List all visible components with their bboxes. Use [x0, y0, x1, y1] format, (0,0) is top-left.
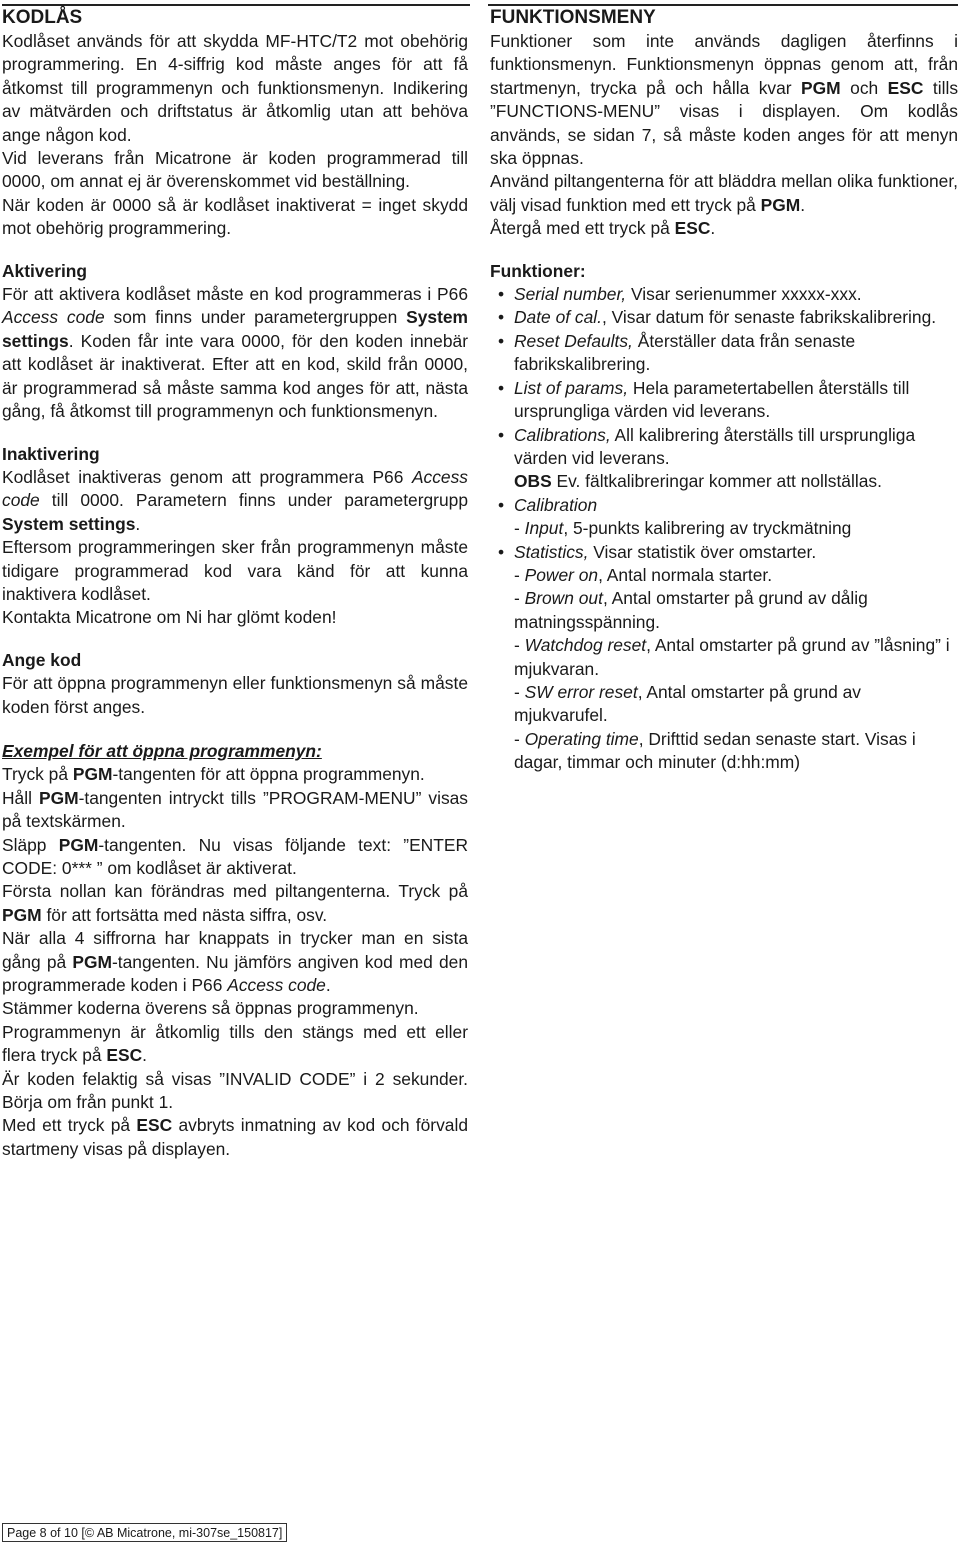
key-pgm: PGM [760, 194, 801, 215]
key-pgm: PGM [72, 764, 113, 785]
text-run: För att aktivera kodlåset måste en kod programmeras i P66 [2, 284, 468, 305]
text-run: -tangenten. Nu jämförs angiven kod med den programmerade koden i P66 [2, 951, 468, 996]
param-name-access-code: Access code [2, 466, 468, 511]
sub-function-desc: , 5-punkts kalibrering av tryckmätning [563, 518, 852, 539]
obs-text: Ev. fältkalibreringar kommer att nollställas. [551, 471, 882, 492]
key-esc: ESC [887, 77, 924, 98]
section-funktioner [490, 260, 958, 775]
aktivering-paragraph [2, 283, 468, 423]
sub-function-name: Brown out [524, 588, 603, 609]
exempel-step-1 [2, 763, 468, 786]
sub-function-desc: , Antal omstarter på grund av mjukvarufel. [514, 681, 861, 726]
section-aktivering [2, 260, 468, 424]
section-funktionsmeny [490, 6, 958, 241]
text-run: Tryck på [2, 764, 73, 785]
dash: - [514, 518, 525, 539]
sub-item-brown-out [514, 587, 958, 634]
sub-function-name: Watchdog reset [524, 635, 647, 656]
text-run: tills ”FUNCTIONS-MENU” visas i displayen. Om kodlås används, se sidan 7, så måste koden anges för att menyn ska öppnas. [490, 77, 959, 169]
text-run: Håll [2, 787, 39, 808]
function-name: Statistics, [514, 541, 589, 562]
obs-label: OBS [514, 471, 552, 492]
key-pgm: PGM [58, 834, 99, 855]
function-desc: Hela parametertabellen återställs till ursprungliga värden vid leverans. [514, 377, 910, 422]
kodlas-paragraph-3: När koden är 0000 så är kodlåset inaktiverat = inget skydd mot obehörig programmering. [2, 194, 468, 239]
function-desc: All kalibrering återställs till ursprungliga värden vid leverans. [514, 424, 916, 468]
sub-function-desc: , Antal normala starter. [598, 564, 773, 585]
sub-item-watchdog-reset [514, 634, 958, 681]
funktionsmeny-paragraph-3 [490, 217, 958, 240]
heading-ange-kod: Ange kod [2, 649, 82, 670]
list-item-date-of-cal [490, 306, 958, 329]
text-run: -tangenten intryckt tills ”PROGRAM-MENU” visas på textskärmen. [2, 787, 469, 832]
dash: - [514, 635, 525, 656]
function-desc: Visar serienummer xxxxx-xxx. [626, 284, 862, 305]
section-ange-kod [2, 649, 468, 719]
dash: - [514, 728, 525, 749]
text-run: . [135, 513, 141, 534]
sub-function-name: Operating time [524, 728, 639, 749]
key-pgm: PGM [801, 77, 841, 98]
dash: - [514, 681, 525, 702]
key-esc: ESC [674, 218, 711, 239]
sub-item-sw-error-reset [514, 681, 958, 728]
heading-aktivering: Aktivering [2, 260, 88, 281]
sub-function-name: Input [524, 518, 564, 539]
exempel-step-9 [2, 1114, 468, 1161]
text-run: för att fortsätta med nästa siffra, osv. [41, 904, 328, 925]
key-pgm: PGM [2, 904, 42, 925]
left-column [2, 6, 468, 1161]
text-run: Använd piltangenterna för att bläddra mellan olika funktioner, välj visad funktion med ett tryck på [490, 171, 958, 215]
key-esc: ESC [136, 1115, 173, 1136]
exempel-step-6: Stämmer koderna överens så öppnas programmenyn. [2, 998, 419, 1019]
sub-function-desc: , Drifttid sedan senaste start. Visas i dagar, timmar och minuter (d:hh:mm) [514, 728, 916, 773]
funktionsmeny-paragraph-2 [490, 170, 958, 217]
text-run: Kodlåset inaktiveras genom att programmera P66 [2, 466, 412, 487]
text-run: . [325, 975, 331, 996]
ange-kod-paragraph: För att öppna programmenyn eller funktionsmenyn så måste koden först anges. [2, 673, 468, 717]
heading-funktioner: Funktioner: [490, 260, 586, 281]
param-group-system-settings: System settings [2, 307, 468, 351]
sub-function-name: Power on [524, 564, 599, 585]
exempel-step-2 [2, 787, 468, 834]
function-list [490, 283, 958, 775]
param-name-access-code: Access code [227, 975, 326, 996]
section-inaktivering [2, 443, 468, 630]
text-run: . [142, 1045, 147, 1066]
key-esc: ESC [106, 1045, 143, 1066]
list-item-calibrations [490, 424, 958, 494]
inaktivering-paragraph-1 [2, 466, 468, 536]
function-name: Date of cal. [514, 307, 602, 328]
text-run: Med ett tryck på [2, 1115, 137, 1136]
text-run: . [710, 218, 716, 239]
heading-kodlas: KODLÅS [2, 7, 83, 28]
text-run: avbryts inmatning av kod och förvald startmeny visas på displayen. [2, 1115, 469, 1159]
section-kodlas [2, 6, 468, 241]
function-name: List of params, [514, 377, 629, 398]
kodlas-paragraph-2: Vid leverans från Micatrone är koden programmerad till 0000, om annat ej är överenskommet vid beställning. [2, 148, 468, 192]
list-item-reset-defaults [490, 330, 958, 377]
exempel-step-3 [2, 834, 468, 881]
sub-function-desc: , Antal omstarter på grund av dålig matningsspänning. [514, 588, 868, 632]
text-run: Första nollan kan förändras med piltangenterna. Tryck på [2, 881, 468, 902]
list-item-statistics [490, 541, 958, 775]
key-pgm: PGM [38, 787, 79, 808]
dash: - [514, 588, 525, 609]
exempel-step-7 [2, 1021, 468, 1068]
function-desc: Återställer data från senaste fabrikskalibrering. [514, 330, 856, 375]
heading-funktionsmeny: FUNKTIONSMENY [490, 7, 656, 28]
text-run: När alla 4 siffrorna har knappats in trycker man en sista gång på [2, 928, 468, 972]
function-desc: Visar statistik över omstarter. [588, 541, 817, 562]
obs-note [514, 470, 958, 493]
text-run: till 0000. Parametern finns under parametergrupp [39, 490, 468, 511]
text-run: . [800, 194, 806, 215]
key-pgm: PGM [72, 951, 112, 972]
text-run: -tangenten. Nu visas följande text: ”ENTER CODE: 0*** ” om kodlåset är aktiverat. [2, 834, 469, 878]
param-name-access-code: Access code [2, 307, 105, 328]
function-name: Serial number, [514, 284, 627, 305]
text-run: -tangenten för att öppna programmenyn. [112, 764, 425, 785]
kodlas-paragraph-1: Kodlåset används för att skydda MF-HTC/T2 mot obehörig programmering. En 4-siffrig kod måste anges för att få åtkomst till programmenyn och funktionsmenyn. Indikering av mätvärden och driftstatus är åtkomlig utan att behöva ange någon kod. [2, 31, 468, 145]
function-desc: , Visar datum för senaste fabrikskalibrering. [601, 307, 937, 328]
text-run: som finns under parametergruppen [104, 307, 407, 328]
sub-item-operating-time [514, 728, 958, 775]
inaktivering-paragraph-2: Eftersom programmeringen sker från programmenyn måste tidigare programmerad kod vara känd för att kunna inaktivera kodlåset. [2, 537, 468, 604]
sub-item-input [514, 517, 958, 540]
exempel-step-5 [2, 927, 468, 997]
text-run: Återgå med ett tryck på [490, 218, 675, 239]
inaktivering-paragraph-3: Kontakta Micatrone om Ni har glömt koden! [2, 607, 337, 628]
function-name: Calibrations, [514, 424, 611, 445]
section-exempel [2, 740, 468, 1161]
sub-item-power-on [514, 564, 958, 587]
function-name: Reset Defaults, [514, 330, 633, 351]
exempel-step-8: Är koden felaktig så visas ”INVALID CODE” i 2 sekunder. Börja om från punkt 1. [2, 1068, 468, 1113]
text-run: och [840, 77, 888, 98]
heading-exempel: Exempel för att öppna programmenyn: [2, 740, 322, 761]
text-run: . Koden får inte vara 0000, för den koden innebär att kodlåset är inaktiverat. Efter att en kod, skild från 0000, är programmerad så måste samma kod anges för att, nästa gång, få åtkomst till programmenyn och funktionsmenyn. [2, 330, 468, 422]
list-item-serial-number [490, 283, 958, 306]
text-run: Programmenyn är åtkomlig tills den stängs med ett eller flera tryck på [2, 1021, 468, 1066]
dash: - [514, 564, 525, 585]
exempel-step-4 [2, 880, 468, 927]
function-name: Calibration [514, 494, 598, 515]
right-column [490, 6, 958, 775]
text-run: Släpp [2, 834, 59, 855]
funktionsmeny-paragraph-1 [490, 30, 958, 170]
page-footer: Page 8 of 10 [© AB Micatrone, mi-307se_150817] [2, 1523, 287, 1542]
list-item-calibration [490, 494, 958, 541]
sub-function-name: SW error reset [524, 681, 638, 702]
heading-inaktivering: Inaktivering [2, 443, 100, 464]
sub-function-desc: , Antal omstarter på grund av ”låsning” i mjukvaran. [514, 635, 950, 679]
text-run: Funktioner som inte används dagligen återfinns i funktionsmenyn. Funktionsmenyn öppnas genom att, från startmenyn, trycka på och hålla kvar [490, 31, 958, 98]
param-group-system-settings: System settings [2, 513, 136, 534]
list-item-list-of-params [490, 377, 958, 424]
